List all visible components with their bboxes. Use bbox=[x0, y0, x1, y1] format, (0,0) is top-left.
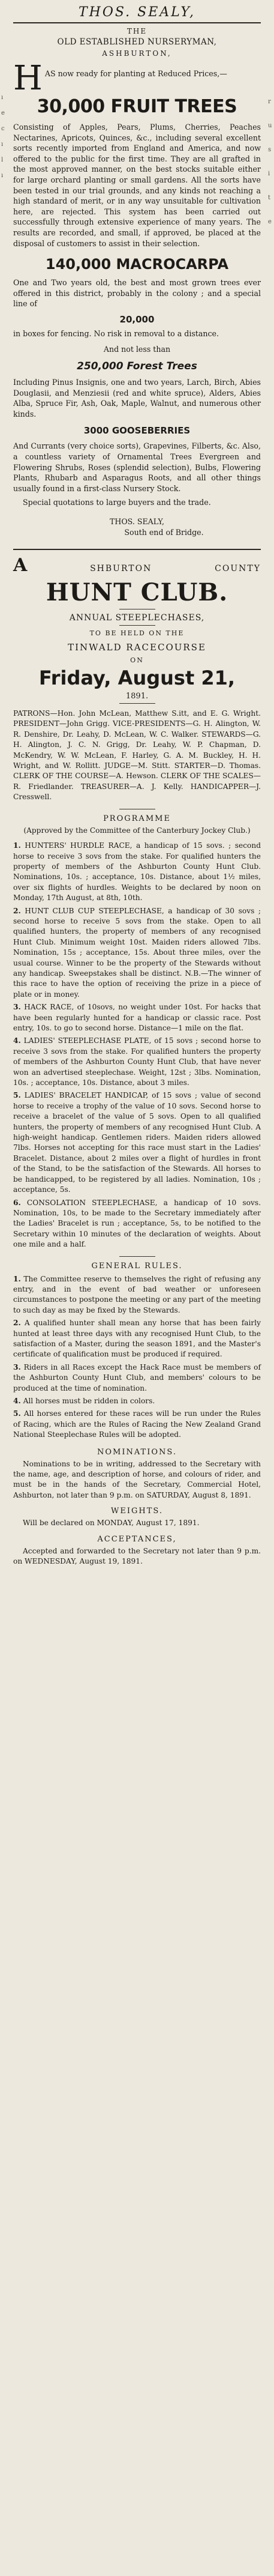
officials: PATRONS—Hon. John McLean, Matthew S.itt, and E. G. Wright. PRESIDENT—John Grigg. VICE-PRESIDENTS—G. H. Alington, W. R. Denshire, Dr. Leahy, D. McLean, W. C. Walker. STEWARDS—G. H. Alington, J. C. N. Grigg, Dr. Leahy, W. P. Chapman, D. McKendry, W. W. McLean, F. Harley, G. A. M. Buckley, H. H. Wright, and W. Rollitt. JUDGE—M. Stitt. STARTER—D. Thomas. CLERK OF THE COURSE—A. Hewson. CLERK OF THE SCALES—R. Friedlander. TREASURER—A. J. Kelly. HANDICAPPER—J. Cresswell. bbox=[13, 709, 261, 802]
rule-number: 3. bbox=[13, 1362, 21, 1371]
nursery-signature bbox=[13, 516, 261, 538]
race-number: 5. bbox=[13, 1091, 21, 1100]
drop-cap: H bbox=[13, 64, 43, 92]
macrocarpa-headline: 140,000 MACROCARPA bbox=[45, 256, 229, 273]
race-number: 2. bbox=[13, 906, 21, 915]
race-text: LADIES' BRACELET HANDICAP, of 15 sovs ; value of second horse to receive a trophy of the value of 10 sovs. Second horse to receive a bracelet of the value of 5 sovs. Open to all qualified hunters, the property of members of any recognised Hunt Club. A high-weight handicap. Gentlemen riders. Maiden riders allowed 7lbs. Horses not accepting for this race must start in the Ladies' Bracelet. Distance, about 2 miles over a flight of hurdles in front of the Stand, to be the satisfaction of the Stewards. All horses to be handicapped, to be registered by all ladies. Nomination, 10s ; acceptance, 5s. bbox=[13, 1091, 261, 1194]
rule-text: All horses entered for these races will be run under the Rules of Racing, which are the Rules of Racing the New Zealand Grand National Steeplechase Rules will be adopted. bbox=[13, 1409, 261, 1439]
rule-number: 2. bbox=[13, 1319, 21, 1328]
not-less-than: And not less than bbox=[103, 344, 171, 354]
race-item bbox=[13, 906, 261, 1000]
fruit-trees-headline: 30,000 FRUIT TREES bbox=[37, 96, 237, 117]
rules-rule bbox=[119, 1256, 155, 1257]
place-line: ASHBURTON, bbox=[102, 49, 172, 58]
fruit-trees-body: Consisting of Apples, Pears, Plums, Cherries, Peaches Nectarines, Apricots, Quinces, &c., including several excellent sorts recently imported from England and America, and now offered to the public for the first time. They are all grafted in the most approved manner, on the best stocks suitable either for large orchard planting or small gardens. All the sorts have been tested in our trial grounds, and any kinds not reaching a high standard of merit, or in any way unsuitable for cultivation here, are rejected. This system has been carried out successfully through extensive experience of many years. The results are recorded, and small, if approved, be placed at the disposal of customers to assist in their selection. bbox=[13, 122, 261, 248]
race-text: HUNT CLUB CUP STEEPLECHASE, a handicap of 30 sovs ; second horse to receive 5 sovs from the stake. Open to all qualified hunters, the property of members of any recognised Hunt Club. Minimum weight 10st. Maiden riders allowed 7lbs. Nomination, 15s ; acceptance, 15s. About three miles, over the usual course. Winner to be the property of the Stewards without any handicap. Sweepstakes shall be distinct. N.B.—The winner of this race to have the option of receiving the prize in a piece of plate or in money. bbox=[13, 906, 261, 999]
gooseberries-body: And Currants (very choice sorts), Grapevines, Filberts, &c. Also, a countless variety of Ornamental Trees Evergreen and Flowering Shrubs, Roses (splendid selection), Bulbs, Flowering Plants, Rhubarb and Asparagus Roots, and all other things usually found in a first-class Nursery Stock. bbox=[13, 441, 261, 493]
race-text: LADIES' STEEPLECHASE PLATE, of 15 sovs ; second horse to receive 3 sovs from the stake. For qualified hunters the property of members of the Ashburton County Hunt Club, that have never won an advertised steeplechase. Weight, 12st ; 3lbs. Nomination, 10s. ; acceptance, 10s. Distance, about 3 miles. bbox=[13, 1036, 261, 1087]
county-word: COUNTY bbox=[215, 564, 261, 574]
year-rule bbox=[119, 703, 155, 704]
race-item bbox=[13, 1090, 261, 1195]
weights-text: Will be declared on MONDAY, August 17, 1891. bbox=[23, 1519, 200, 1528]
rule-item bbox=[13, 1318, 261, 1360]
rule-item bbox=[13, 1362, 261, 1394]
races-list bbox=[13, 841, 261, 1250]
race-item bbox=[13, 1036, 261, 1088]
hunt-header-line bbox=[13, 555, 261, 576]
signature-place: South end of Bridge. bbox=[124, 528, 204, 537]
nominations-text: Nominations to be in writing, addressed to the Secretary with the name, age, and description of horse, and colours of rider, and must be in the hands of the Secretary, Commercial Hotel, Ashburton, not later than 9 p.m. on SATURDAY, August 8, 1891. bbox=[13, 1459, 261, 1499]
rule-text: The Committee reserve to themselves the right of refusing any entry, and in the event of bad weather or unforeseen circumstances to postpone the meeting or any part of the meeting to such day as may be fixed by the Stewards. bbox=[13, 1274, 261, 1314]
venue: TINWALD RACECOURSE bbox=[68, 642, 206, 653]
rule-text: Riders in all Races except the Hack Race must be members of the Ashburton County Hunt Club, and members' colours to be produced at the time of nomination. bbox=[13, 1362, 261, 1392]
gooseberries-headline: 3000 GOOSEBERRIES bbox=[83, 425, 191, 437]
race-item bbox=[13, 1198, 261, 1250]
nursery-advertisement bbox=[13, 5, 261, 538]
header-rule bbox=[13, 22, 261, 23]
general-rules-heading: GENERAL RULES. bbox=[91, 1261, 183, 1271]
the-label: THE bbox=[127, 27, 147, 35]
race-text: CONSOLATION STEEPLECHASE, a handicap of 10 sovs. Nomination, 10s, to be made to the Secretary immediately after the Ladies' Bracelet is run ; acceptance, 5s, to be notified to the Secretary within 10 minutes of the declaration of weights. About one mile and a half. bbox=[13, 1198, 261, 1249]
section-divider bbox=[13, 549, 261, 550]
rule-text: All horses must be ridden in colors. bbox=[23, 1397, 155, 1405]
hunt-club-advertisement bbox=[13, 555, 261, 1567]
intro-block bbox=[13, 64, 261, 92]
intro-text: AS now ready for planting at Reduced Prices,— bbox=[44, 69, 227, 78]
race-item bbox=[13, 841, 261, 903]
rule-item bbox=[13, 1396, 261, 1406]
race-text: HACK RACE, of 10sovs, no weight under 10st. For hacks that have been regularly hunted for a handicap or classic race. Post entry, 10s. to go to second horse. Distance—1 mile on the flat. bbox=[13, 1003, 261, 1032]
acceptances-heading: ACCEPTANCES, bbox=[97, 1534, 177, 1544]
on-label: ON bbox=[130, 656, 144, 665]
advertiser-name: THOS. SEALY, bbox=[78, 5, 196, 20]
rule-number: 1. bbox=[13, 1274, 21, 1283]
race-date: Friday, August 21, bbox=[38, 667, 236, 690]
rule-number: 5. bbox=[13, 1409, 21, 1418]
hunt-subtitle: ANNUAL STEEPLECHASES, bbox=[69, 613, 205, 623]
hunt-subtitle-rule bbox=[119, 625, 155, 626]
rule-text: A qualified hunter shall mean any horse that has been fairly hunted at least three days with any recognised Hunt Club, to the satisfaction of a Master, during the season 1891, and the Master's certificate of qualification must be produced if required. bbox=[13, 1319, 261, 1359]
forest-body: Including Pinus Insignis, one and two years, Larch, Birch, Abies Douglasii, and Menziesii (red and white spruce), Alders, Abies Alba, Spruce Fir, Ash, Oak, Maple, Walnut, and numerous other kinds. bbox=[13, 378, 261, 419]
nominations-heading: NOMINATIONS. bbox=[97, 1447, 177, 1457]
race-item bbox=[13, 1002, 261, 1033]
race-number: 6. bbox=[13, 1198, 21, 1207]
rule-item bbox=[13, 1274, 261, 1316]
macrocarpa-qty: 20,000 bbox=[119, 313, 155, 325]
race-number: 1. bbox=[13, 841, 21, 850]
race-text: HUNTERS' HURDLE RACE, a handicap of 15 sovs. ; second horse to receive 3 sovs from the stake. For qualified hunters the property of members of the Ashburton County Hunt Club. Nominations, 10s. ; acceptance, 10s. Distance, about 1½ miles, over six flights of hurdles. Weights to be declared by noon on Monday, 17th August, at 8th, 10th. bbox=[13, 841, 261, 903]
ashburton-word: SHBURTON bbox=[90, 564, 152, 574]
old-established-line: OLD ESTABLISHED NURSERYMAN, bbox=[57, 37, 217, 47]
forest-headline: 250,000 Forest Trees bbox=[77, 360, 197, 373]
race-number: 4. bbox=[13, 1036, 21, 1045]
macrocarpa-body: One and Two years old, the best and most grown trees ever offered in this district, probably in the colony ; and a special line of bbox=[13, 278, 261, 309]
race-year: 1891. bbox=[125, 692, 149, 701]
rule-number: 4. bbox=[13, 1397, 21, 1405]
macrocarpa-tail: in boxes for fencing. No risk in removal to a distance. bbox=[13, 328, 219, 338]
special-quotes: Special quotations to large buyers and the trade. bbox=[23, 498, 211, 507]
right-edge-bleed: r u s i t e bbox=[268, 98, 272, 225]
programme-approved: (Approved by the Committee of the Canterbury Jockey Club.) bbox=[23, 826, 251, 835]
left-edge-bleed: ı e c ı l ı bbox=[1, 94, 5, 179]
signature-name: THOS. SEALY, bbox=[109, 517, 165, 527]
rule-item bbox=[13, 1409, 261, 1440]
drop-cap-a: A bbox=[13, 555, 28, 576]
to-be-held: TO BE HELD ON THE bbox=[89, 629, 185, 638]
race-number: 3. bbox=[13, 1003, 21, 1012]
weights-heading: WEIGHTS. bbox=[111, 1507, 163, 1516]
rules-list bbox=[13, 1274, 261, 1441]
acceptances-text: Accepted and forwarded to the Secretary not later than 9 p.m. on WEDNESDAY, August 19, 1891. bbox=[13, 1546, 261, 1566]
hunt-club-title: HUNT CLUB. bbox=[46, 578, 228, 607]
programme-heading: PROGRAMME bbox=[103, 814, 171, 823]
